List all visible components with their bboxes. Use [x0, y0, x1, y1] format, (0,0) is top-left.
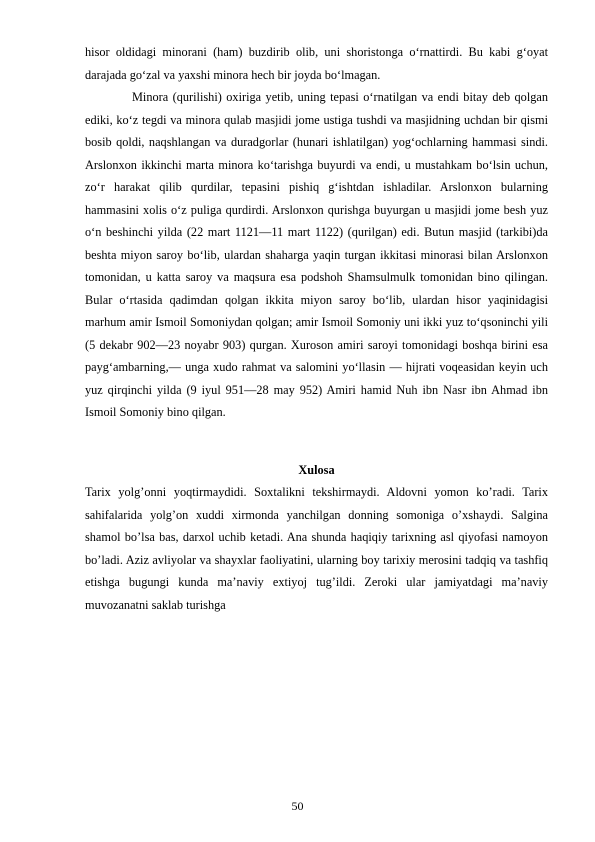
section-heading: Xulosa	[298, 462, 335, 477]
paragraph-2: Minora (qurilishi) oxiriga yetib, uning tepasi o‘rnatilgan va endi bitay deb qolgan ediki, ko‘z tegdi va minora qulab masjidi jome ustiga tushdi va masjidning uchdan bir qismi bosib qoldi, naqshlangan va duradgorlar (hunari ishlatilgan) yog‘ochlarning hammasi sindi. Arslonxon ikkinchi marta minora ko‘tarishga buyurdi va endi, u mustahkam bo‘lsin uchun, zo‘r harakat qilib qurdilar, tepasini pishiq g‘ishtdan ishladilar. Arslonxon bularning hammasini xolis o‘z puliga qurdirdi. Arslonxon qurishga buyurgan u masjidi jome besh yuz o‘n beshinchi yilda (22 mart 1121—11 mart 1122) (qurilgan) edi. Butun masjid (tarkibi)da beshta miyon saroy bo‘lib, ulardan shaharga yaqin turgan ikkitasi minorasi bilan Arslonxon tomonidan, u katta saroy va maqsura esa podshoh Shamsulmulk tomonidan bino qilingan. Bular o‘rtasida qadimdan qolgan ikkita miyon saroy bo‘lib, ulardan hisor yaqinidagisi marhum amir Ismoil Somoniydan qolgan; amir Ismoil Somoniy uni ikki yuz to‘qsoninchi yili (5 dekabr 902—23 noyabr 903) qurgan. Xuroson amiri saroyi tomonidagi boshqa birini esa payg‘ambarning,— unga xudo rahmat va salomini yo‘llasin — hijrati voqeasidan keyin uch yuz qirqinchi yilda (9 iyul 951—28 may 952) Amiri hamid Nuh ibn Nasr ibn Ahmad ibn Ismoil Somoniy bino qilgan.	[85, 90, 548, 419]
paragraph-3: Tarix yolg’onni yoqtirmaydidi. Soxtalikni tekshirmaydi. Aldovni yomon ko’radi. Tarix sahifalarida yolg’on xuddi xirmonda yanchilgan donning somoniga o’xshaydi. Salgina shamol bo’lsa bas, darxol uchib ketadi. Ana shunda haqiqiy tarixning asl qiyofasi namoyon bo’ladi. Aziz avliyolar va shayxlar faoliyatini, ularning boy tarixiy merosini tadqiq va tashfiq etishga bugungi kunda ma’naviy extiyoj tug’ildi. Zeroki ular jamiyatdagi ma’naviy muvozanatni saklab turishga	[85, 485, 548, 612]
page-number: 50	[291, 799, 304, 813]
document-page	[85, 41, 548, 616]
paragraph-1: hisor oldidagi minorani (ham) buzdirib olib, uni shoristonga o‘rnattirdi. Bu kabi g‘oyat darajada go‘zal va yaxshi minora hech bir joyda bo‘lmagan.	[85, 45, 548, 82]
